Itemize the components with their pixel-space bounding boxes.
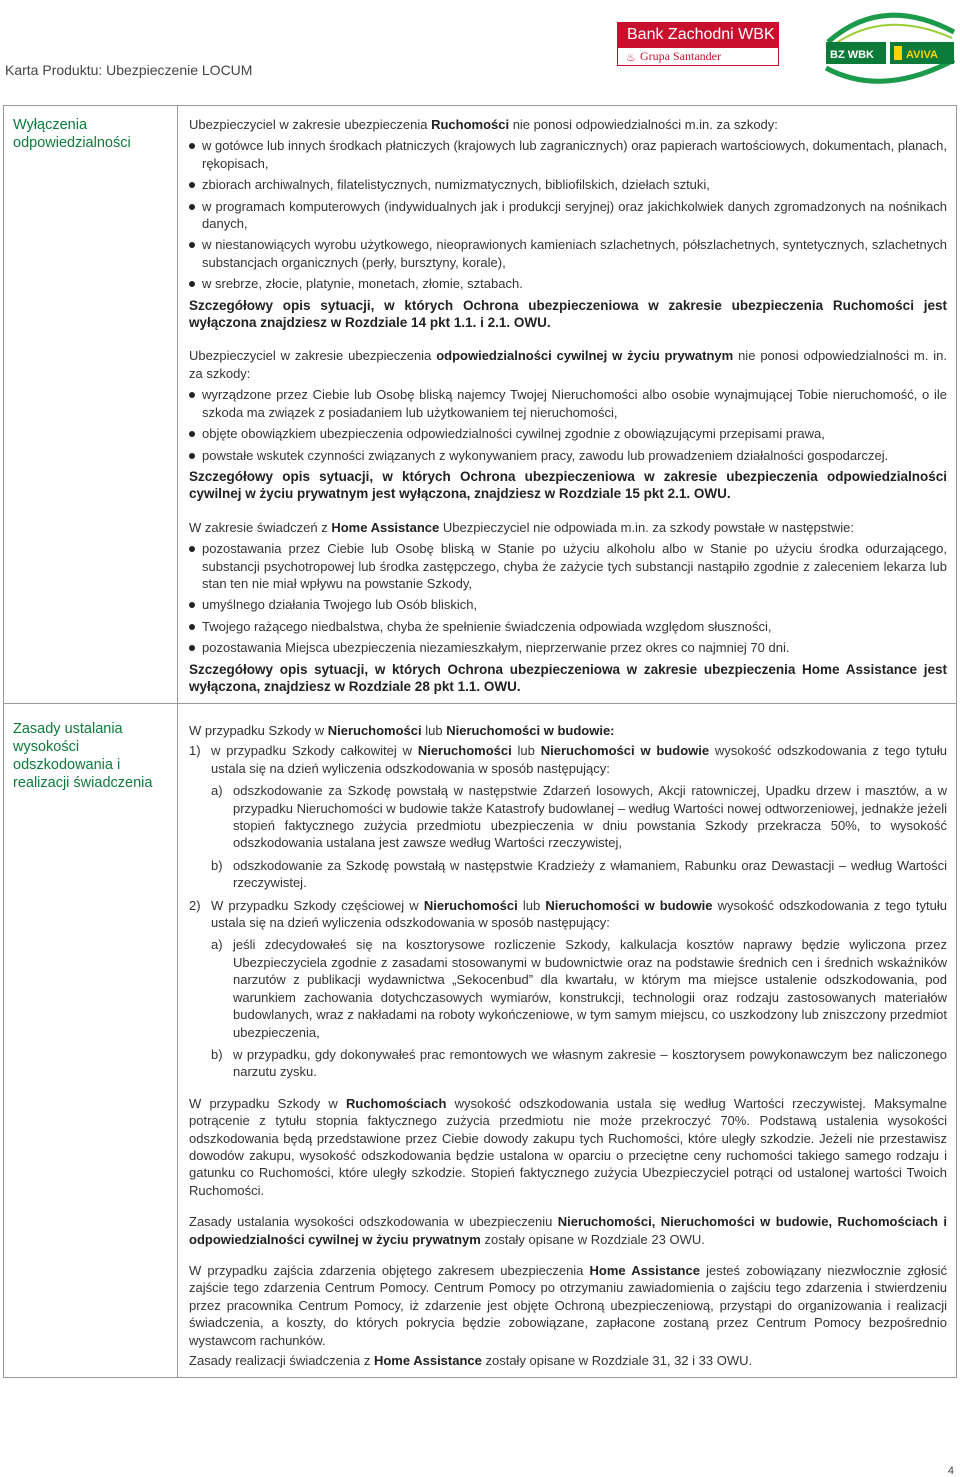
column-divider [177, 105, 178, 1378]
movables-compensation: W przypadku Szkody w Ruchomościach wysokość odszkodowania ustala się według Wartości rzeczywistej. Maksymalne potrącenie z tytułu stopnia faktycznego zużycia przedmiotu nie może przekroczyć 70%. Podstawą ustalenia wysokości odszkodowania będą przedstawione przez Ciebie dowody zakupu tych Ruchomości, które uległy szkodzie. Jeżeli nie przestawisz dowodów zakupu, wysokość odszkodowania będzie ustalona w oparciu o przeciętne ceny ruchomości takiego samego rodzaju i gatunku co Ruchomości, które uległy szkodzie. Stopień faktycznego zużycia Ubezpieczyciel potrąci od ustalonej wartości Twoich Ruchomości. [189, 1095, 948, 1198]
partial-damage-point-a: a) jeśli zdecydowałeś się na kosztorysowe rozliczenie Szkody, kalkulacja kosztów naprawy będzie wyliczona przez Ubezpieczyciela zgodnie z zasadami stosowanymi w budownictwie oraz na podstawie średnich cen i średnich wskaźników narzutów z publikacji wydawnictwa „Sekocenbud” dla kwartału, w którym ma miejsce ustalenie odszkodowania, pod warunkiem zachowania dotychczasowych wymiarów, konstrukcji, technologii oraz rodzaju zastosowanych materiałów budowlanych, wraz z nakładami na roboty wykończeniowe, w tym samym miejscu, co uszkodzony lub zniszczony przedmiot ubezpieczenia, [211, 937, 947, 1040]
real-estate-heading: W przypadku Szkody w Nieruchomości lub Nieruchomości w budowie: [189, 723, 615, 738]
santander-flame-icon: ♨ [626, 52, 636, 64]
total-damage-point: 1) w przypadku Szkody całkowitej w Nieruchomości lub Nieruchomości w budowie wysokość odszkodowania z tego tytułu ustala się na dzień wyliczenia odszkodowania w sposób następujący: [189, 743, 947, 776]
page-header [0, 0, 960, 94]
movables-intro: Ubezpieczyciel w zakresie ubezpieczenia Ruchomości nie ponosi odpowiedzialności m.in. za szkody: [189, 117, 778, 132]
list-item: objęte obowiązkiem ubezpieczenia odpowiedzialności cywilnej zgodnie z obowiązującymi przepisami prawa, [189, 425, 947, 442]
list-item: w srebrze, złocie, platynie, monetach, złomie, sztabach. [189, 275, 947, 292]
liability-intro: Ubezpieczyciel w zakresie ubezpieczenia odpowiedzialności cywilnej w życiu prywatnym nie ponosi odpowiedzialności m. in. za szkody: [189, 348, 947, 381]
exclusions-content [189, 116, 947, 698]
partner-logo [822, 2, 958, 86]
partner-left-label: BZ WBK [830, 49, 874, 61]
home-assistance-procedure: W przypadku zajścia zdarzenia objętego zakresem ubezpieczenia Home Assistance jesteś zobowiązany niezwłocznie zgłosić zajście tego zdarzenia Centrum Pomocy. Centrum Pomocy po otrzymaniu zawiadomienia o zajściu tego zdarzenia i stwierdzeniu przez pracownika Centrum Pomocy, iż zdarzenie jest objęte Ochroną ubezpieczeniową, przystąpi do organizowania i realizacji świadczenia, a koszty, do których pokrycia będzie zobowiązane, zapłacone zostaną przez Centrum Pomocy bezpośrednio wystawcom rachunków. [189, 1262, 947, 1348]
list-item: wyrządzone przez Ciebie lub Osobę bliską najemcy Twojej Nieruchomości albo osobie wynajmującej Tobie nieruchomość, o ile szkoda ma związek z posiadaniem lub użytkowaniem tej nieruchomości, [189, 386, 947, 421]
list-item: pozostawania Miejsca ubezpieczenia niezamieszkałym, nieprzerwanie przez okres co najmniej 70 dni. [189, 639, 947, 656]
list-item: w niestanowiących wyrobu użytkowego, nieoprawionych kamieniach szlachetnych, półszlachetnych, syntetycznych, szlachetnych substancjach organicznych (perły, bursztyny, korale), [189, 236, 947, 271]
bank-group-label: Grupa Santander [640, 49, 721, 63]
page-number: 4 [947, 1465, 954, 1477]
list-item: umyślnego działania Twojego lub Osób bliskich, [189, 596, 947, 613]
exclusions-label: Wyłączenia odpowiedzialności [13, 117, 131, 151]
movables-note: Szczegółowy opis sytuacji, w których Ochrona ubezpieczeniowa w zakresie ubezpieczenia Ruchomości jest wyłączona znajdziesz w Rozdziale 14 pkt 1.1. i 2.1. OWU. [189, 297, 947, 331]
partial-damage-point-b: b) w przypadku, gdy dokonywałeś prac remontowych we własnym zakresie – kosztorysem powykonawczym bez naliczonego narzutu zysku. [211, 1046, 947, 1080]
home-assistance-reference: Zasady realizacji świadczenia z Home Assistance zostały opisane w Rozdziale 31, 32 i 33 OWU. [189, 1353, 753, 1368]
list-item: w programach komputerowych (indywidualnych jak i produkcji seryjnej) oraz jakichkolwiek danych zgromadzonych na nośnikach danych, [189, 198, 947, 233]
list-item: powstałe wskutek czynności związanych z wykonywaniem pracy, zawodu lub prowadzeniem działalności gospodarczej. [189, 447, 947, 464]
liability-exclusion-list [189, 386, 947, 464]
bank-name: Bank Zachodni WBK [617, 22, 779, 48]
bank-group [617, 48, 779, 66]
home-assistance-intro: W zakresie świadczeń z Home Assistance Ubezpieczyciel nie odpowiada m.in. za szkody powstałe w następstwie: [189, 519, 854, 535]
liability-note: Szczegółowy opis sytuacji, w których Ochrona ubezpieczeniowa w zakresie ubezpieczenia odpowiedzialności cywilnej w życiu prywatnym jest wyłączona, znajdziesz w Rozdziale 15 pkt 2.1. OWU. [189, 468, 947, 502]
bank-logo [617, 22, 779, 66]
document-title: Karta Produktu: Ubezpieczenie LOCUM [5, 62, 253, 78]
partner-right-label: AVIVA [906, 49, 938, 61]
compensation-content [189, 722, 947, 1372]
list-item: Twojego rażącego niedbalstwa, chyba że spełnienie świadczenia odpowiada względom słuszności, [189, 618, 947, 635]
partial-damage-point: 2) W przypadku Szkody częściowej w Nieruchomości lub Nieruchomości w budowie wysokość odszkodowania z tego tytułu ustala się na dzień wyliczenia odszkodowania w sposób następujący: [189, 897, 947, 931]
list-item: zbiorach archiwalnych, filatelistycznych, numizmatycznych, bibliofilskich, dziełach sztuki, [189, 176, 947, 193]
total-damage-point-a: a) odszkodowanie za Szkodę powstałą w następstwie Zdarzeń losowych, Akcji ratowniczej, Upadku drzew i masztów, a w przypadku Nieruchomości w budowie także Katastrofy budowlanej – według Wartości nowej odtworzeniowej, jednakże jeżeli stopień faktycznego zużycia przedmiotu ubezpieczenia w dniu powstania Szkody przekracza 50%, to wysokość odszkodowania ustalana jest zawsze według Wartości rzeczywistej, [211, 783, 947, 851]
compensation-rules-reference: Zasady ustalania wysokości odszkodowania w ubezpieczeniu Nieruchomości, Nieruchomości w budowie, Ruchomościach i odpowiedzialności cywilnej w życiu prywatnym zostały opisane w Rozdziale 23 OWU. [189, 1214, 948, 1247]
compensation-rules-label: Zasady ustalania wysokości odszkodowania i realizacji świadczenia [13, 721, 153, 791]
list-item: w gotówce lub innych środkach płatniczych (krajowych lub zagranicznych) oraz papierach wartościowych, dokumentach, planach, rękopisach, [189, 137, 947, 172]
home-assistance-exclusion-list [189, 540, 947, 656]
row-divider [3, 703, 957, 704]
movables-exclusion-list [189, 137, 947, 292]
home-assistance-note: Szczegółowy opis sytuacji, w których Ochrona ubezpieczeniowa w zakresie ubezpieczenia Home Assistance jest wyłączona, znajdziesz w Rozdziale 28 pkt 1.1. OWU. [189, 661, 947, 694]
list-item: pozostawania przez Ciebie lub Osobę bliską w Stanie po użyciu alkoholu albo w Stanie po użyciu środka odurzającego, substancji psychotropowej lub środka zastępczego, chyba że zażycie tych substancji nastąpiło zgodnie z zaleceniem lekarza lub stan ten nie miał wpływu na powstanie Szkody, [189, 540, 947, 592]
aviva-mark-icon [894, 46, 902, 60]
total-damage-point-b: b) odszkodowanie za Szkodę powstałą w następstwie Kradzieży z włamaniem, Rabunku oraz Dewastacji – według Wartości rzeczywistej. [211, 857, 947, 891]
